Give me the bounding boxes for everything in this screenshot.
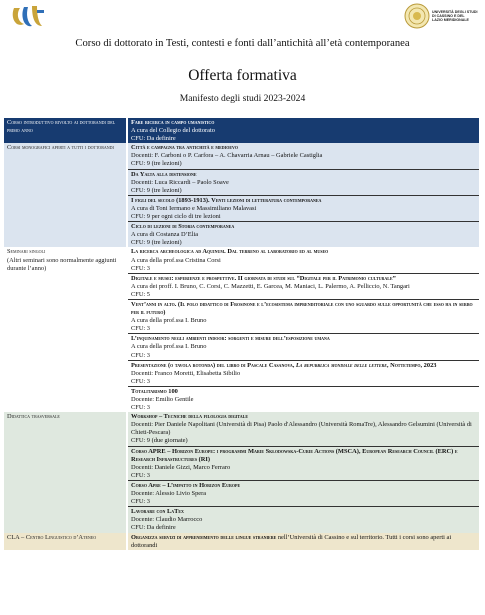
course-detail: A cura della prof.ssa I. Bruno: [131, 343, 207, 351]
category-cell: Corsi monografici aperti a tutti i dottorandi: [4, 143, 127, 247]
course-cfu: CFU: Da definire: [131, 135, 176, 143]
category-cell: Didattica trasversale: [4, 412, 127, 532]
dottorato-logo: [10, 4, 46, 30]
course-detail: Docenti: Pier Daniele Napolitani (Università di Pisa) Paolo d'Alessandro (Università RomaTre), Alessandro Gelsumini (Università di Chieti-Pescara): [131, 421, 472, 437]
course-title: La ricerca archeologica ad Aquinum. Dal terreno al laboratorio ed al museo: [131, 248, 329, 256]
category-cell: [4, 247, 127, 412]
course-cfu: CFU: 3: [131, 351, 151, 359]
course-title: I figli del secolo (1893-1913). Venti lezioni di letteratura contemporanea: [131, 196, 322, 204]
course-title: L’inquinamento negli ambienti indoor: sorgenti e misure dell’esposizione umana: [131, 335, 330, 343]
category-note: (Altri seminari sono normalmente aggiunti durante l’anno): [7, 256, 117, 272]
course-item: [127, 195, 479, 221]
course-detail: A cura del Collegio del dottorato: [131, 127, 215, 135]
university-seal-icon: [404, 3, 430, 29]
university-logo: [404, 2, 479, 30]
title-part: Presentazione (o tavola rotonda) del libro di Pascale Casanova,: [131, 361, 296, 369]
table-row: [4, 412, 479, 446]
course-detail: Docenti: Daniele Gizzi, Marco Ferraro: [131, 463, 231, 471]
table-row: [4, 143, 479, 169]
course-item: [127, 412, 479, 446]
course-detail: Docente: Emilio Gentile: [131, 396, 194, 403]
university-name: UNIVERSITÀ DEGLI STUDI DI CASSINO E DEL LAZIO MERIDIONALE: [432, 9, 478, 23]
table-row: [4, 118, 479, 143]
course-cfu: CFU: 5: [131, 290, 151, 298]
course-title: Ciclo di lezioni di Storia contemporanea: [131, 223, 235, 231]
course-detail: Docente: Alessio Livio Spera: [131, 490, 207, 498]
course-detail: Docenti: Luca Riccardi – Paolo Soave: [131, 178, 229, 186]
course-title: Workshop – Tecniche della filologia digitale: [131, 413, 248, 421]
category-cell: Corso introduttivo rivolto ai dottorandi del primo anno: [4, 118, 127, 143]
course-title: Fare ricerca in campo umanistico: [131, 119, 215, 126]
course-detail: Docenti: Franco Moretti, Elisabetta Sibilio: [131, 369, 241, 377]
course-cfu: CFU: 9 (due giornate): [131, 437, 188, 445]
course-cfu: CFU: Da definire: [131, 524, 176, 532]
title-part: , Nottetempo, 2023: [386, 361, 437, 369]
course-cfu: CFU: 3: [131, 471, 151, 479]
course-title: Vent’anni in alto. (Il polo didattico di Frosinone e l’ecosistema imprenditoriale con uno sguardo sulle opportunità che esso ha in serbo per il futuro): [131, 300, 473, 317]
course-item: [127, 507, 479, 533]
doc-title: Corso di dottorato in Testi, contesti e fonti dall’antichità all’età contemporanea: [75, 38, 410, 49]
course-item: [127, 273, 479, 299]
course-detail: A cura di Toni Iermano e Massimiliano Malavasi: [131, 204, 257, 212]
course-cfu: CFU: 9 (tre lezioni): [131, 239, 182, 247]
course-detail: A cura di Costanza D’Elia: [131, 231, 199, 239]
course-detail: A cura della prof.ssa I. Bruno: [131, 317, 207, 325]
course-cfu: CFU: 3: [131, 377, 151, 385]
course-item: [127, 480, 479, 506]
book-title: La repubblica mondiale delle lettere: [295, 361, 387, 369]
page-heading: Offerta formativa: [188, 67, 297, 84]
course-cfu: CFU: 3: [131, 264, 151, 272]
table-row: [4, 533, 479, 550]
course-title: Totalitarismo 100: [131, 387, 178, 395]
course-title: Città e campagna tra antichità e medioevo: [131, 144, 238, 152]
course-title: Organizza servizi di apprendimento delle lingue straniere: [131, 533, 277, 541]
course-cfu: CFU: 3: [131, 404, 151, 412]
course-title: Corso Apre – L’impatto in Horizon Europe: [131, 481, 241, 489]
course-detail: Docenti: F. Carboni o P. Carfora – A. Chavarria Arnau – Gabriele Castiglia: [131, 152, 323, 160]
course-title: Corso APRE – Horizon Europe: i programmi Marie Skłodowska-Curie Actions (MSCA), European Research Council (ERC) e Research Infrastructures (RI): [131, 447, 458, 463]
course-item: [127, 533, 479, 550]
course-title: Lavorare con LaTex: [131, 508, 184, 516]
course-detail: Docente: Claudio Marrocco: [131, 516, 203, 524]
course-item: [127, 247, 479, 273]
course-cfu: CFU: 9 per ogni ciclo di tre lezioni: [131, 213, 221, 221]
table-row: [4, 247, 479, 273]
course-cfu: CFU: 3: [131, 325, 151, 333]
course-cfu: CFU: 9 (tre lezioni): [131, 186, 182, 194]
course-item: [127, 386, 479, 412]
course-title: Digitale e musei: esperienze e prospettive. II giornata di studi sul “Digitale per il Patrimonio culturale”: [131, 274, 396, 282]
course-item: [127, 360, 479, 386]
course-title: [131, 362, 476, 370]
course-title: Da Yalta alla distensione: [131, 170, 197, 178]
course-item: [127, 299, 479, 333]
course-item: [127, 118, 479, 143]
page-subheading: Manifesto degli studi 2023-2024: [179, 93, 306, 104]
course-item: [127, 446, 479, 480]
course-item: [127, 169, 479, 195]
category-label: Seminari singoli: [7, 248, 46, 256]
course-detail: A cura della prof.ssa Cristina Corsi: [131, 256, 221, 264]
course-detail: nell’Università di Cassino e sul territorio. Tutti i corsi sono aperti ai dottorandi: [131, 533, 452, 549]
course-item: [127, 222, 479, 248]
category-cell: CLA – Centro Linguistico d’Ateneo: [4, 533, 127, 550]
course-item: [127, 334, 479, 360]
course-table: [4, 118, 479, 550]
course-detail: A cura dei proff. I. Bruno, C. Corsi, C. Mazzetti, E. Garcea, M. Maniaci, L. Palermo, A. Pelliccio, N. Tangari: [131, 282, 410, 290]
course-cfu: CFU: 3: [131, 498, 151, 506]
course-item: [127, 143, 479, 169]
course-cfu: CFU: 9 (tre lezioni): [131, 160, 182, 168]
